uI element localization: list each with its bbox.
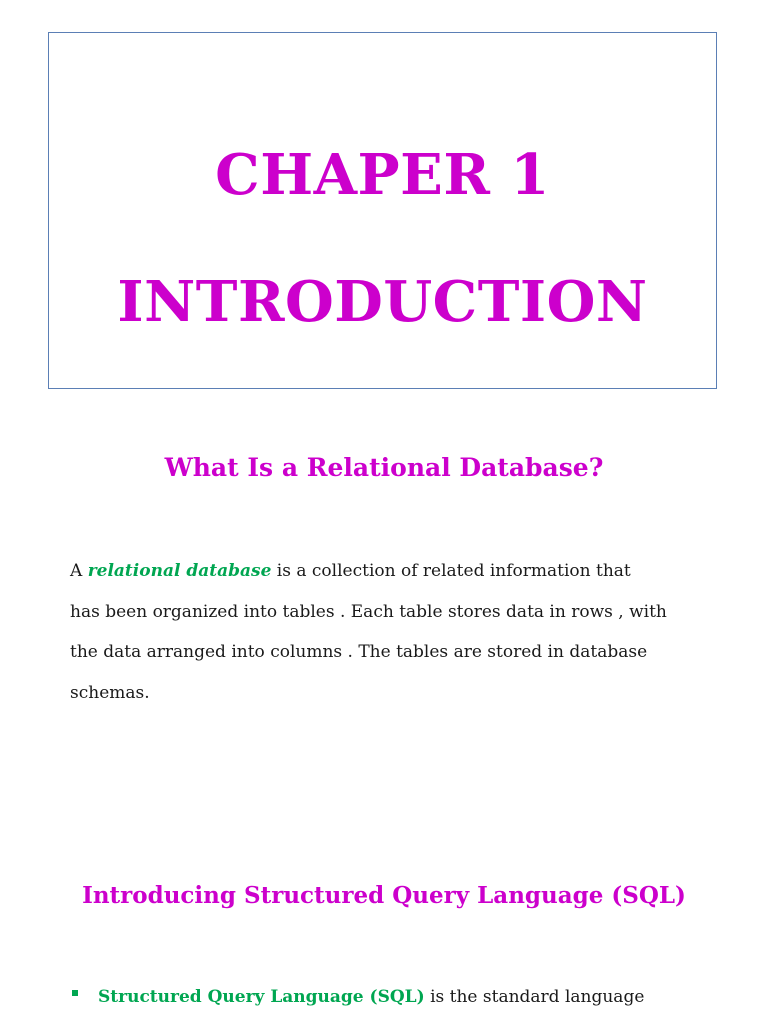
paragraph-line-3: the data arranged into columns . The tables are stored in database [70, 642, 648, 662]
square-bullet-icon [72, 990, 78, 996]
chapter-number: CHAPER 1 [215, 142, 550, 208]
paragraph-prefix: A [70, 561, 88, 581]
chapter-title: INTRODUCTION [117, 269, 648, 335]
paragraph-line-4: schemas. [70, 682, 150, 703]
paragraph-line-2: has been organized into tables . Each table stores data in rows , with [70, 601, 667, 622]
paragraph-line-1-text: is a collection of related information that [271, 561, 631, 581]
section-heading-relational-database: What Is a Relational Database? [164, 453, 604, 482]
section-heading-sql: Introducing Structured Query Language (SQL) [82, 882, 686, 909]
paragraph-line-1 [70, 551, 730, 592]
sql-term: Structured Query Language (SQL) [98, 987, 425, 1007]
relational-database-term: relational database [87, 561, 272, 581]
bullet-text: is the standard language [424, 987, 645, 1007]
relational-database-paragraph [70, 551, 730, 713]
list-item [72, 985, 752, 1009]
chapter-title-box [48, 32, 717, 389]
